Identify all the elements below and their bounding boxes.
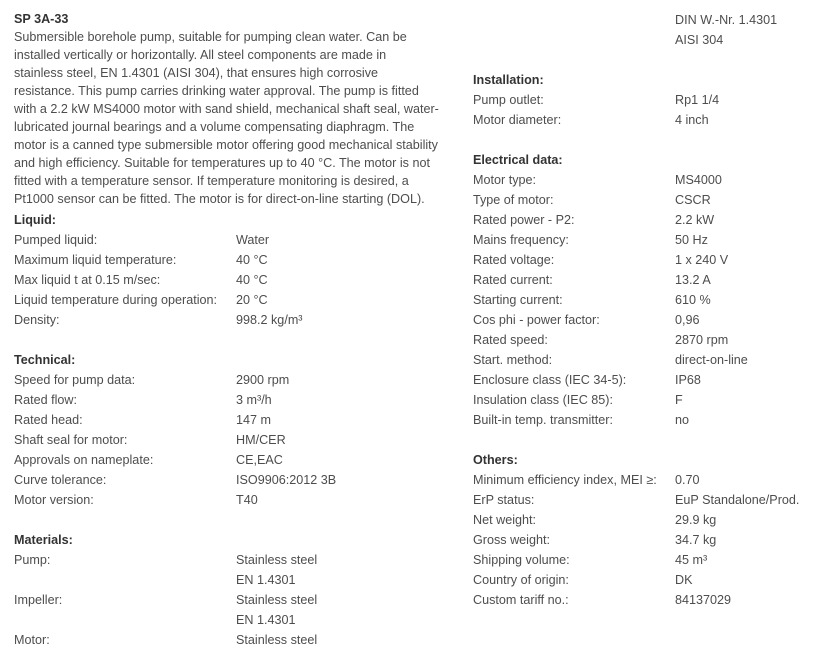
installation-section [473, 70, 813, 130]
section-title: Liquid: [14, 213, 56, 227]
spec-value: IP68 [675, 373, 701, 387]
spec-label: Type of motor: [473, 193, 554, 207]
spec-row [473, 170, 813, 190]
spec-row [473, 530, 813, 550]
spec-value: Stainless steel [236, 633, 318, 647]
spec-row [473, 410, 813, 430]
spec-row [473, 590, 813, 610]
spec-label: Rated voltage: [473, 253, 555, 267]
spec-row [473, 310, 813, 330]
spec-label: Rated speed: [473, 333, 548, 347]
spec-value: direct-on-line [675, 353, 748, 367]
spec-row [14, 230, 459, 250]
spec-row [473, 10, 813, 30]
spec-label: ErP status: [473, 493, 535, 507]
spec-row [14, 430, 459, 450]
spec-value: 84137029 [675, 593, 732, 607]
spec-row [473, 470, 813, 490]
spec-row [14, 590, 459, 610]
spec-label: Insulation class (IEC 85): [473, 393, 613, 407]
spec-row [14, 390, 459, 410]
spec-value: 3 m³/h [236, 393, 272, 407]
spec-value: 13.2 A [675, 273, 711, 287]
spec-value: 0.70 [675, 473, 700, 487]
section-title: Technical: [14, 353, 76, 367]
spec-row [14, 410, 459, 430]
spec-label: Net weight: [473, 513, 536, 527]
spec-label: Motor version: [14, 493, 94, 507]
spec-label [473, 30, 675, 50]
motor-material-continued [473, 10, 813, 50]
spec-row [14, 610, 459, 630]
spec-label: Motor type: [473, 173, 536, 187]
spec-row [473, 90, 813, 110]
spec-row [14, 370, 459, 390]
spec-row [473, 110, 813, 130]
technical-section [14, 350, 459, 510]
spec-row [473, 510, 813, 530]
spec-label: Country of origin: [473, 573, 569, 587]
section-title: Electrical data: [473, 153, 563, 167]
spec-value: no [675, 413, 690, 427]
spec-value: 147 m [236, 413, 272, 427]
spec-value: CSCR [675, 193, 711, 207]
spec-label: Max liquid t at 0.15 m/sec: [14, 273, 161, 287]
description-line: fitted with a temperature sensor. If temperature monitoring is desired, a [14, 174, 409, 188]
product-title: SP 3A-33 [14, 12, 69, 26]
spec-label: Pump outlet: [473, 93, 544, 107]
spec-value: Water [236, 233, 270, 247]
spec-label: Approvals on nameplate: [14, 453, 154, 467]
spec-label: Start. method: [473, 353, 553, 367]
spec-row [473, 370, 813, 390]
spec-label: Shaft seal for motor: [14, 433, 128, 447]
spec-label: Shipping volume: [473, 553, 570, 567]
spec-row [14, 290, 459, 310]
spec-value: DK [675, 573, 693, 587]
description-line: with a 2.2 kW MS4000 motor with sand shield, mechanical shaft seal, water- [14, 102, 439, 116]
others-section [473, 450, 813, 610]
description-line: resistance. This pump carries drinking water approval. The pump is fitted [14, 84, 419, 98]
materials-section [14, 530, 459, 650]
spec-label [14, 610, 236, 630]
spec-value: EN 1.4301 [236, 573, 296, 587]
description-line: Submersible borehole pump, suitable for pumping clean water. Can be [14, 30, 407, 44]
description-line: stainless steel, EN 1.4301 (AISI 304), that ensures high corrosive [14, 66, 379, 80]
spec-label: Impeller: [14, 593, 63, 607]
spec-row [14, 450, 459, 470]
spec-value: Stainless steel [236, 553, 318, 567]
spec-value: 50 Hz [675, 233, 708, 247]
spec-row [473, 570, 813, 590]
spec-label: Rated flow: [14, 393, 77, 407]
spec-label: Enclosure class (IEC 34-5): [473, 373, 627, 387]
description-line: lubricated journal bearings and a volume compensating diaphragm. The [14, 120, 415, 134]
spec-label: Starting current: [473, 293, 563, 307]
spec-row [14, 470, 459, 490]
spec-value: 2870 rpm [675, 333, 729, 347]
spec-label: Rated current: [473, 273, 553, 287]
spec-label: Built-in temp. transmitter: [473, 413, 613, 427]
spec-row [14, 550, 459, 570]
spec-label: Mains frequency: [473, 233, 569, 247]
spec-label: Custom tariff no.: [473, 593, 569, 607]
spec-value: 1 x 240 V [675, 253, 729, 267]
spec-label: Liquid temperature during operation: [14, 293, 218, 307]
left-column [14, 10, 459, 650]
spec-value: EuP Standalone/Prod. [675, 493, 800, 507]
spec-value: Stainless steel [236, 593, 318, 607]
spec-row [14, 310, 459, 330]
spec-label: Minimum efficiency index, MEI ≥: [473, 473, 657, 487]
section-title: Installation: [473, 73, 544, 87]
spec-value: Rp1 1/4 [675, 93, 720, 107]
section-title: Materials: [14, 533, 73, 547]
spec-label [14, 570, 236, 590]
spec-row [473, 30, 813, 50]
spec-value: DIN W.-Nr. 1.4301 [675, 13, 778, 27]
spec-label: Speed for pump data: [14, 373, 136, 387]
spec-value: 610 % [675, 293, 711, 307]
spec-value: ISO9906:2012 3B [236, 473, 337, 487]
spec-label: Motor diameter: [473, 113, 562, 127]
spec-value: F [675, 393, 683, 407]
spec-value: 20 °C [236, 293, 268, 307]
spec-value: CE,EAC [236, 453, 283, 467]
spec-row [14, 570, 459, 590]
spec-row [473, 390, 813, 410]
spec-value: 2.2 kW [675, 213, 715, 227]
spec-row [14, 630, 459, 650]
liquid-section [14, 210, 459, 330]
description-line: motor is a canned type submersible motor offering good mechanical stability [14, 138, 438, 152]
spec-value: 34.7 kg [675, 533, 717, 547]
description-line: installed vertically or horizontally. All steel components are made in [14, 48, 387, 62]
spec-label: Rated power - P2: [473, 213, 575, 227]
spec-label: Density: [14, 313, 60, 327]
spec-row [14, 270, 459, 290]
spec-label [473, 10, 675, 30]
spec-row [473, 490, 813, 510]
section-title: Others: [473, 453, 518, 467]
spec-row [473, 270, 813, 290]
spec-row [473, 210, 813, 230]
spec-value: 0,96 [675, 313, 700, 327]
spec-row [473, 230, 813, 250]
spec-value: HM/CER [236, 433, 286, 447]
spec-row [473, 550, 813, 570]
spec-row [473, 350, 813, 370]
spec-value: 40 °C [236, 253, 268, 267]
spec-label: Rated head: [14, 413, 83, 427]
spec-row [473, 330, 813, 350]
spec-label: Maximum liquid temperature: [14, 253, 177, 267]
spec-value: 4 inch [675, 113, 709, 127]
spec-value: 2900 rpm [236, 373, 290, 387]
spec-row [473, 250, 813, 270]
spec-label: Gross weight: [473, 533, 550, 547]
description-line: and high efficiency. Suitable for temperatures up to 40 °C. The motor is not [14, 156, 430, 170]
spec-value: T40 [236, 493, 258, 507]
spec-value: 45 m³ [675, 553, 708, 567]
spec-value: 40 °C [236, 273, 268, 287]
spec-row [473, 290, 813, 310]
spec-value: EN 1.4301 [236, 613, 296, 627]
right-column [473, 10, 813, 610]
spec-label: Curve tolerance: [14, 473, 107, 487]
description-line: Pt1000 sensor can be fitted. The motor is for direct-on-line starting (DOL). [14, 192, 425, 206]
spec-label: Pumped liquid: [14, 233, 98, 247]
electrical-section [473, 150, 813, 430]
product-description [14, 28, 459, 208]
spec-value: MS4000 [675, 173, 722, 187]
spec-label: Pump: [14, 553, 51, 567]
spec-row [14, 250, 459, 270]
spec-row [14, 490, 459, 510]
spec-label: Motor: [14, 633, 50, 647]
spec-row [473, 190, 813, 210]
spec-value: 29.9 kg [675, 513, 717, 527]
spec-value: AISI 304 [675, 33, 724, 47]
spec-value: 998.2 kg/m³ [236, 313, 303, 327]
spec-label: Cos phi - power factor: [473, 313, 600, 327]
